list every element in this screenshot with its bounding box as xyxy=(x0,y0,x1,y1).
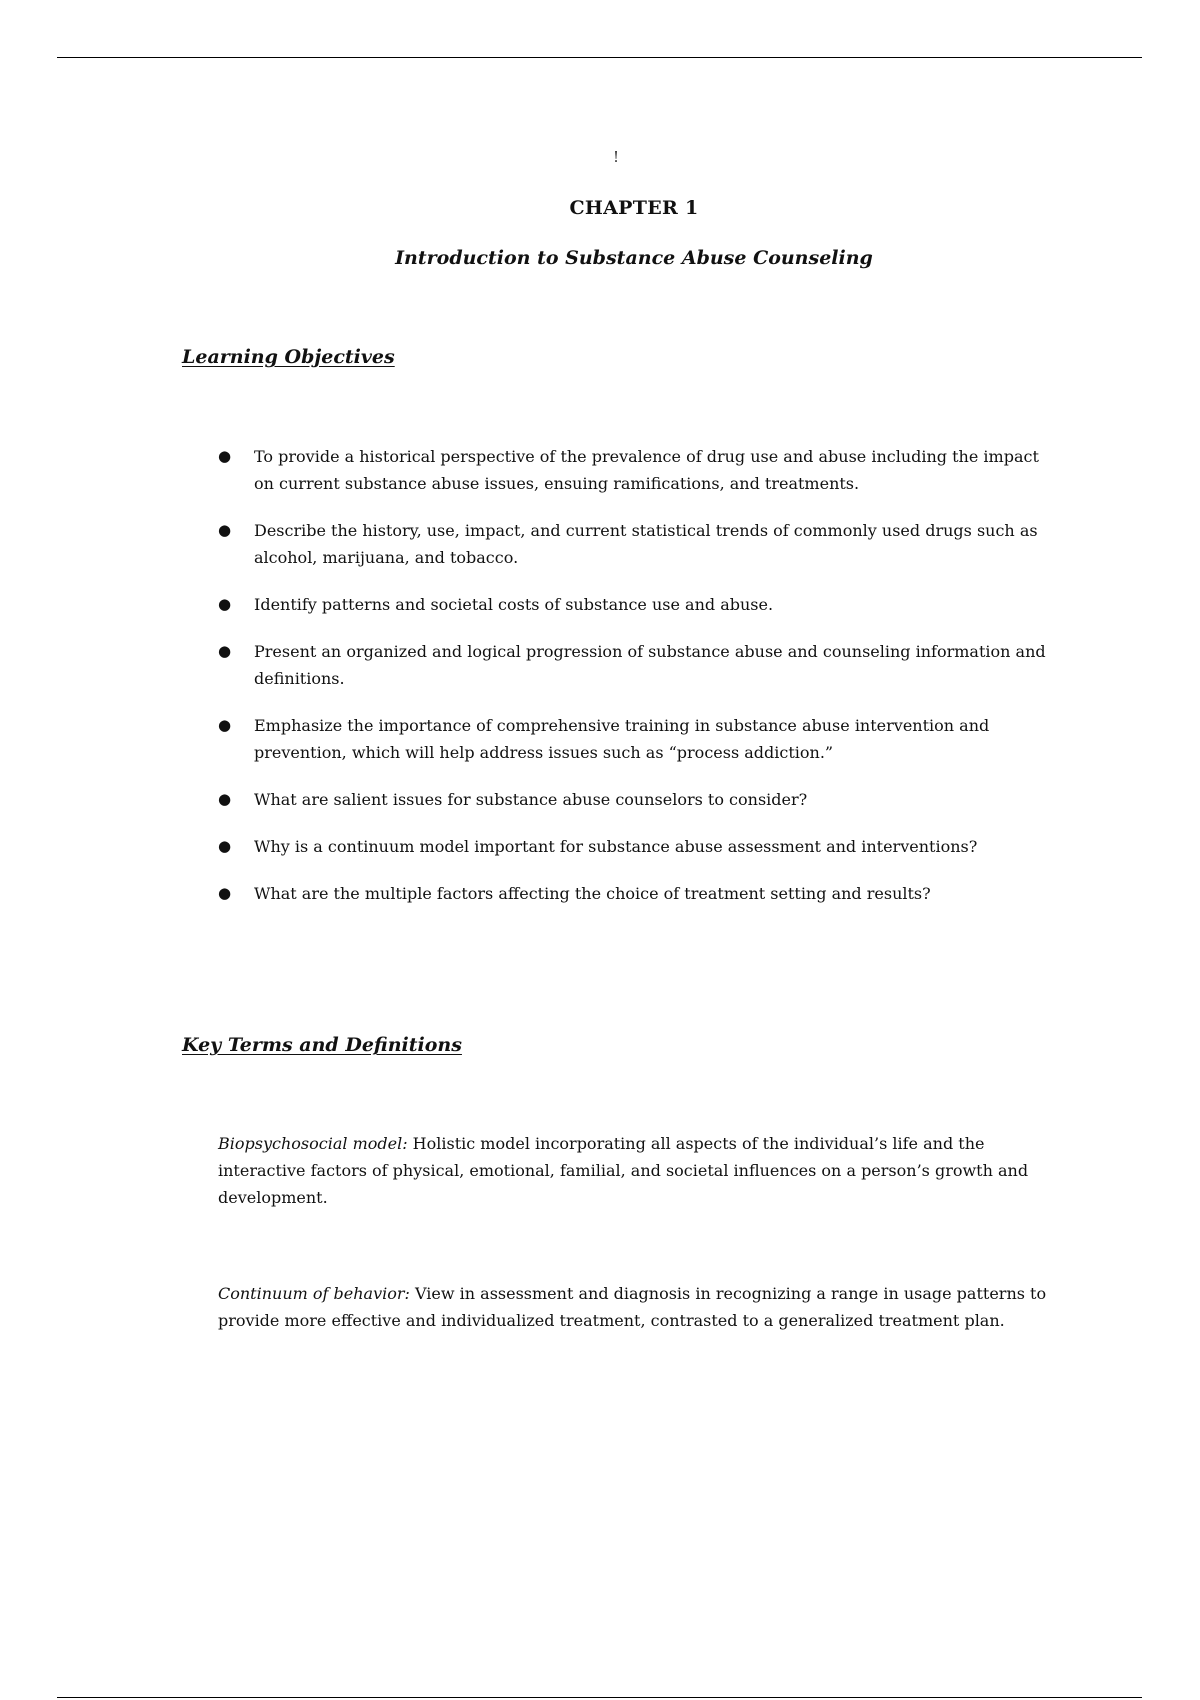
term-name: Continuum of behavior: xyxy=(218,1284,410,1303)
list-item xyxy=(213,638,1063,692)
list-item xyxy=(213,517,1063,571)
term-text: View in assessment and diagnosis in recognizing a range in usage patterns to provide more effective and individualized treatment, contrasted to a generalized treatment plan. xyxy=(218,1284,1047,1330)
objective-text: Identify patterns and societal costs of substance use and abuse. xyxy=(254,595,774,614)
learning-objectives-heading: Learning Objectives xyxy=(182,346,395,368)
bullet-icon: ● xyxy=(218,595,232,613)
bullet-icon: ● xyxy=(218,790,232,808)
objective-text: To provide a historical perspective of the prevalence of drug use and abuse including the impact on current substance abuse issues, ensuing ramifications, and treatments. xyxy=(254,447,1039,493)
key-terms-heading: Key Terms and Definitions xyxy=(182,1034,462,1056)
chapter-label: CHAPTER 1 xyxy=(569,197,699,219)
bullet-icon: ● xyxy=(218,521,232,539)
term-name: Biopsychosocial model: xyxy=(218,1134,408,1153)
bullet-icon: ● xyxy=(218,447,232,465)
list-item xyxy=(213,786,1063,813)
bullet-icon: ● xyxy=(218,642,232,660)
page-mark: ! xyxy=(612,148,620,166)
term-definition xyxy=(218,1280,1048,1334)
bullet-icon: ● xyxy=(218,716,232,734)
list-item xyxy=(213,443,1063,497)
bullet-icon: ● xyxy=(218,884,232,902)
objective-text: What are salient issues for substance abuse counselors to consider? xyxy=(254,790,808,809)
term-text: Holistic model incorporating all aspects of the individual’s life and the interactive factors of physical, emotional, familial, and societal influences on a person’s growth and development. xyxy=(218,1134,1029,1207)
list-item xyxy=(213,880,1063,907)
term-definition xyxy=(218,1130,1048,1211)
learning-objectives-list xyxy=(213,443,1063,927)
bullet-icon: ● xyxy=(218,837,232,855)
objective-text: Describe the history, use, impact, and current statistical trends of commonly used drugs such as alcohol, marijuana, and tobacco. xyxy=(254,521,1038,567)
list-item xyxy=(213,591,1063,618)
list-item xyxy=(213,833,1063,860)
top-rule xyxy=(57,57,1142,58)
objective-text: Why is a continuum model important for substance abuse assessment and interventions? xyxy=(254,837,978,856)
bottom-rule xyxy=(57,1697,1142,1698)
chapter-title: Introduction to Substance Abuse Counseling xyxy=(395,247,873,269)
objective-text: What are the multiple factors affecting the choice of treatment setting and results? xyxy=(254,884,931,903)
list-item xyxy=(213,712,1063,766)
objective-text: Emphasize the importance of comprehensive training in substance abuse intervention and prevention, which will help address issues such as “process addiction.” xyxy=(254,716,990,762)
objective-text: Present an organized and logical progression of substance abuse and counseling information and definitions. xyxy=(254,642,1046,688)
